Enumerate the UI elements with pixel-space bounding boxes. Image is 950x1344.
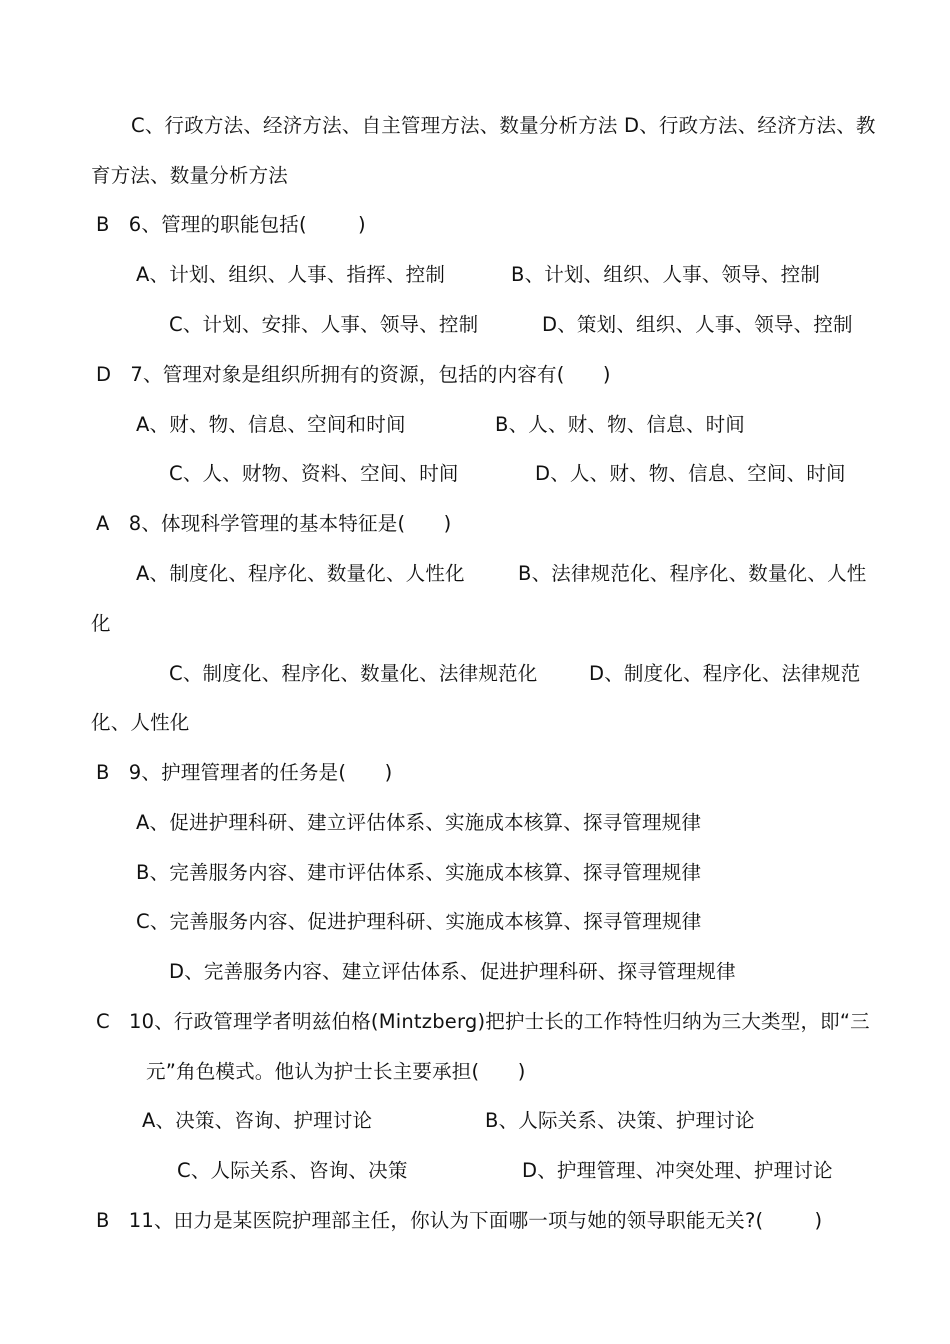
q10-option-d: D、护理管理、冲突处理、护理讨论: [522, 1159, 833, 1182]
q6-stem: B 6、管理的职能包括( ): [96, 213, 366, 236]
q6-option-c: C、计划、安排、人事、领导、控制: [169, 313, 479, 336]
q9-option-b: B、完善服务内容、建市评估体系、实施成本核算、探寻管理规律: [136, 861, 702, 884]
q10-option-c: C、人际关系、咨询、决策: [177, 1159, 408, 1182]
q10-option-b: B、人际关系、决策、护理讨论: [485, 1109, 755, 1132]
q9-stem: B 9、护理管理者的任务是( ): [96, 761, 393, 784]
q7-option-a: A、财、物、信息、空间和时间: [136, 413, 406, 436]
q9-option-c: C、完善服务内容、促进护理科研、实施成本核算、探寻管理规律: [136, 910, 702, 933]
q7-option-c: C、人、财物、资料、空间、时间: [169, 462, 459, 485]
q8-option-d: D、制度化、程序化、法律规范: [589, 662, 861, 685]
q8-option-a: A、制度化、程序化、数量化、人性化: [136, 562, 465, 585]
q8-option-c: C、制度化、程序化、数量化、法律规范化: [169, 662, 538, 685]
q7-option-d: D、人、财、物、信息、空间、时间: [535, 462, 846, 485]
q8-stem: A 8、体现科学管理的基本特征是( ): [96, 512, 452, 535]
q8-option-b: B、法律规范化、程序化、数量化、人性: [518, 562, 867, 585]
q8-option-b-cont: 化: [91, 612, 111, 635]
q5-option-c-d: C、行政方法、经济方法、自主管理方法、数量分析方法 D、行政方法、经济方法、教: [131, 114, 876, 137]
q11-stem: B 11、田力是某医院护理部主任，你认为下面哪一项与她的领导职能无关?( ): [96, 1209, 823, 1232]
q9-option-d: D、完善服务内容、建立评估体系、促进护理科研、探寻管理规律: [169, 960, 736, 983]
q10-stem: C 10、行政管理学者明兹伯格(Mintzberg)把护士长的工作特性归纳为三大类型，即“三: [96, 1010, 870, 1033]
q6-option-b: B、计划、组织、人事、领导、控制: [511, 263, 821, 286]
q7-option-b: B、人、财、物、信息、时间: [495, 413, 745, 436]
q5-option-d-cont: 育方法、数量分析方法: [91, 164, 289, 187]
q8-option-d-cont: 化、人性化: [91, 711, 190, 734]
q10-stem-cont: 元”角色模式。他认为护士长主要承担( ): [146, 1060, 526, 1083]
q10-option-a: A、决策、咨询、护理讨论: [142, 1109, 373, 1132]
q7-stem: D 7、管理对象是组织所拥有的资源，包括的内容有( ): [96, 363, 611, 386]
q6-option-a: A、计划、组织、人事、指挥、控制: [136, 263, 446, 286]
q6-option-d: D、策划、组织、人事、领导、控制: [542, 313, 853, 336]
q9-option-a: A、促进护理科研、建立评估体系、实施成本核算、探寻管理规律: [136, 811, 702, 834]
